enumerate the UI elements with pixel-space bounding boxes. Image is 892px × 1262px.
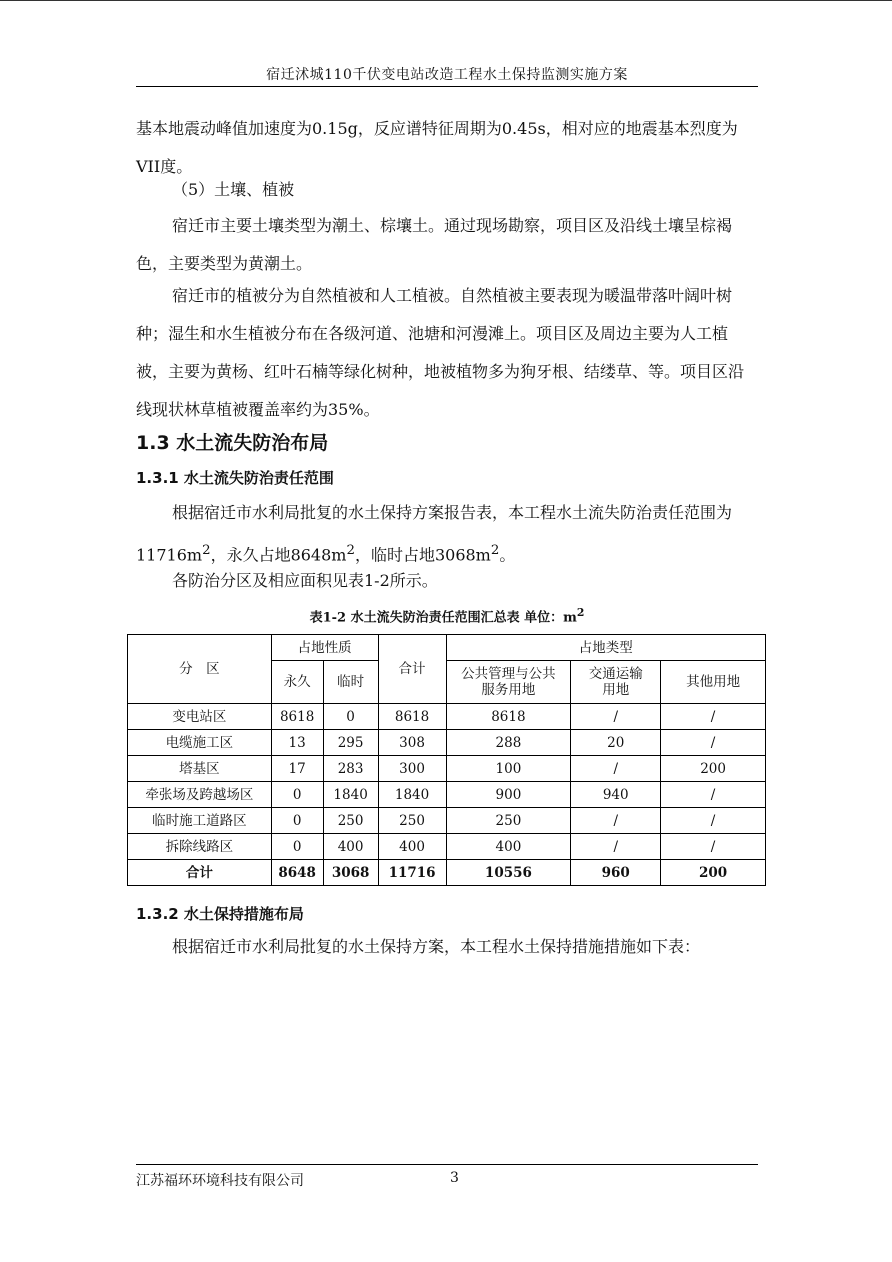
table-cell: 合计: [128, 860, 272, 886]
table-cell: 0: [271, 782, 323, 808]
responsibility-scope-table: [127, 634, 766, 886]
header-permanent: 永久: [271, 661, 323, 704]
superscript: 2: [346, 543, 355, 558]
table-cell: /: [661, 808, 766, 834]
table-cell: 200: [661, 860, 766, 886]
table-cell: 0: [323, 704, 378, 730]
table-cell: 400: [323, 834, 378, 860]
table-cell: 8618: [271, 704, 323, 730]
paragraph-responsibility-scope: [136, 494, 758, 574]
table-cell: 0: [271, 834, 323, 860]
table-cell: 拆除线路区: [128, 834, 272, 860]
section-heading-1-3-2: 1.3.2 水土保持措施布局: [136, 905, 304, 923]
header-total: 合计: [378, 635, 446, 704]
scope-text-c: ，临时占地3068m: [354, 545, 491, 565]
table-caption: [136, 606, 758, 625]
table-cell: 临时施工道路区: [128, 808, 272, 834]
footer-rule: [136, 1164, 758, 1165]
table-cell: 200: [661, 756, 766, 782]
header-temporary: 临时: [323, 661, 378, 704]
table-row: [128, 834, 766, 860]
footer-company: 江苏福环环境科技有限公司: [136, 1173, 304, 1189]
table-cell: 250: [323, 808, 378, 834]
table-cell: 0: [271, 808, 323, 834]
scope-text-a: 根据宿迁市水利局批复的水土保持方案报告表，本工程水土流失防治责任范围为11716m: [136, 503, 733, 565]
table-cell: 塔基区: [128, 756, 272, 782]
table-cell: 8648: [271, 860, 323, 886]
table-cell: /: [571, 704, 661, 730]
table-cell: 300: [378, 756, 446, 782]
table-cell: 250: [378, 808, 446, 834]
table-cell: /: [661, 834, 766, 860]
subheading-soil-vegetation: （5）土壤、植被: [172, 180, 295, 199]
table-cell: /: [661, 730, 766, 756]
table-cell: 1840: [323, 782, 378, 808]
section-heading-1-3-1: 1.3.1 水土流失防治责任范围: [136, 469, 334, 487]
page-top-border: [0, 0, 892, 1]
table-cell: 13: [271, 730, 323, 756]
header-zone: 分 区: [128, 635, 272, 704]
table-header-row: [128, 635, 766, 661]
table-cell: 变电站区: [128, 704, 272, 730]
header-rule: [136, 86, 758, 87]
paragraph-soil: 宿迁市主要土壤类型为潮土、棕壤土。通过现场勘察，项目区及沿线土壤呈棕褐色，主要类型为黄潮土。: [136, 216, 733, 273]
table-cell: /: [661, 782, 766, 808]
table-cell: 1840: [378, 782, 446, 808]
table-cell: 17: [271, 756, 323, 782]
table-cell: /: [661, 704, 766, 730]
section-heading-1-3: 1.3 水土流失防治布局: [136, 432, 329, 454]
paragraph-vegetation: 宿迁市的植被分为自然植被和人工植被。自然植被主要表现为暖温带落叶阔叶树种；湿生和水生植被分布在各级河道、池塘和河漫滩上。项目区及周边主要为人工植被，主要为黄杨、红叶石楠等绿化树种，地被植物多为狗牙根、结缕草、等。项目区沿线现状林草植被覆盖率约为35%。: [136, 286, 745, 419]
table-caption-text: 表1-2 水土流失防治责任范围汇总表 单位：m: [309, 610, 577, 626]
page-header-title: 宿迁沭城110千伏变电站改造工程水土保持监测实施方案: [266, 67, 628, 83]
paragraph-measures: 根据宿迁市水利局批复的水土保持方案，本工程水土保持措施措施如下表：: [172, 937, 701, 956]
header-transport-land: 交通运输用地: [571, 661, 661, 704]
header-land-type: 占地类型: [446, 635, 765, 661]
page-number: 3: [450, 1170, 459, 1186]
scope-text-d: 。: [499, 545, 516, 565]
scope-text-b: ，永久占地8648m: [210, 545, 347, 565]
table-cell: 288: [446, 730, 571, 756]
table-cell: 11716: [378, 860, 446, 886]
table-cell: 960: [571, 860, 661, 886]
table-cell: 308: [378, 730, 446, 756]
table-cell: 20: [571, 730, 661, 756]
table-cell: 3068: [323, 860, 378, 886]
table-cell: 10556: [446, 860, 571, 886]
table-cell: 295: [323, 730, 378, 756]
table-cell: 940: [571, 782, 661, 808]
table-cell: /: [571, 756, 661, 782]
superscript: 2: [202, 543, 211, 558]
header-public-land: 公共管理与公共服务用地: [446, 661, 571, 704]
table-total-row: [128, 860, 766, 886]
superscript: 2: [490, 543, 500, 558]
paragraph-seismic: 基本地震动峰值加速度为0.15g，反应谱特征周期为0.45s，相对应的地震基本烈度为VII度。: [136, 119, 738, 176]
header-other-land: 其他用地: [661, 661, 766, 704]
table-row: [128, 704, 766, 730]
table-cell: 100: [446, 756, 571, 782]
table-row: [128, 730, 766, 756]
table-cell: 900: [446, 782, 571, 808]
table-cell: 8618: [378, 704, 446, 730]
table-row: [128, 808, 766, 834]
superscript: 2: [576, 606, 585, 619]
table-cell: 283: [323, 756, 378, 782]
table-cell: 电缆施工区: [128, 730, 272, 756]
table-cell: 400: [446, 834, 571, 860]
table-row: [128, 782, 766, 808]
table-cell: 400: [378, 834, 446, 860]
table-cell: /: [571, 808, 661, 834]
table-row: [128, 756, 766, 782]
table-cell: 250: [446, 808, 571, 834]
table-cell: 8618: [446, 704, 571, 730]
table-cell: 牵张场及跨越场区: [128, 782, 272, 808]
paragraph-table-reference: 各防治分区及相应面积见表1-2所示。: [172, 571, 438, 590]
table-cell: /: [571, 834, 661, 860]
header-nature: 占地性质: [271, 635, 378, 661]
